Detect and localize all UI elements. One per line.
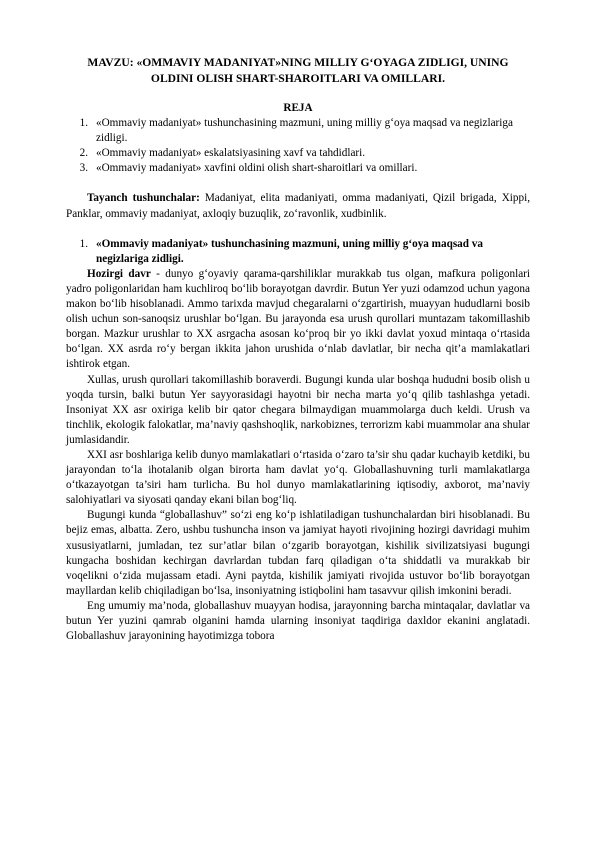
- page-title: MAVZU: «OMMAVIY MADANIYAT»NING MILLIY G‘OYAGA ZIDLIGI, UNING OLDINI OLISH SHART-SHAROITLARI VA OMILLARI.: [87, 56, 509, 85]
- keywords-text: Madaniyat, elita madaniyati, omma madaniyati, Qizil brigada, Xippi, Panklar, ommaviy madaniyat, axloqiy buzuqlik, zo‘ravonlik, xudbinlik.: [66, 192, 530, 220]
- keywords-paragraph: [66, 191, 530, 221]
- plan-item: [66, 116, 530, 146]
- keywords-label: Tayanch tushunchalar:: [87, 192, 200, 205]
- section-list: [66, 237, 530, 267]
- body-paragraph-3: XXI asr boshlariga kelib dunyo mamlakatlari o‘rtasida o‘zaro ta’sir shu qadar kuchayib ketdiki, bu jarayondan to‘la ihotalanib olgan birorta ham davlat yo‘q. Globallashuvning turli mamlakatlarga o‘tkazayotgan ta’siri ham turlicha. Bu hol dunyo mamlakatlarining iqtisodiy, axborot, ma’naviy salohiyatlari va siyosati qanday ekani bilan bog‘liq.: [66, 448, 530, 507]
- spacer: [66, 176, 530, 191]
- plan-list: [66, 116, 530, 176]
- body-paragraph-1: [66, 267, 530, 373]
- plan-heading: REJA: [283, 102, 313, 114]
- plan-item-number: 2.: [79, 147, 88, 160]
- section-number: 1.: [79, 237, 88, 250]
- section-heading-item: [66, 237, 530, 267]
- plan-item-number: 1.: [79, 117, 88, 130]
- section-heading: «Ommaviy madaniyat» tushunchasining mazmuni, uning milliy g‘oya maqsad va negizlariga zidligi.: [96, 237, 483, 265]
- paragraph-text: - dunyo g‘oyaviy qarama-qarshiliklar murakkab tus olgan, mafkura poligonlari yadro poligonlaridan ham kuchliroq bo‘lib borayotgan davrdir. Butun Yer yuzi odamzod uchun yagona makon bo‘lib hisoblanadi. Ammo tarixda mavjud chegaralarni o‘zgartirish, muayyan hududlarni bosib olish uchun son-sanoqsiz urushlar bo‘lgan. Bu jarayonda esa urush qurollari muntazam takomillashib borgan. Mazkur urushlar to XX asrgacha asosan ko‘proq bir yo ikki davlat yoxud mintaqa o‘rtasida bo‘lgan. XX asrda ro‘y bergan ikkita jahon urushida o‘nlab davlatlar, bir necha qit’a mamlakatlari ishtirok etgan.: [66, 267, 530, 371]
- plan-item-number: 3.: [79, 162, 88, 175]
- plan-item-text: «Ommaviy madaniyat» tushunchasining mazmuni, uning milliy g‘oya maqsad va negizlariga zidligi.: [96, 117, 513, 145]
- body-paragraph-4: Bugungi kunda “globallashuv” so‘zi eng ko‘p ishlatiladigan tushunchalardan biri hisoblanadi. Bu bejiz emas, albatta. Zero, ushbu tushuncha inson va jamiyat hayoti rivojining hozirgi davridagi muhim xususiyatlarni, jumladan, tez sur’atlar bilan o‘zgarib borayotgan, kishilik sivilizatsiyasi bugungi kungacha boshidan kechirgan davrlardan tubdan farq qiladigan o‘ta shiddatli va murakkab bir voqelikni o‘zida mujassam etadi. Ayni paytda, kishilik jamiyati rivojida ustuvor bo‘lib borayotgan mayllardan kelib chiqiladigan bo‘lsa, insoniyatning istiqbolini ham tasavvur qilish imkonini beradi.: [66, 509, 530, 597]
- body-paragraph-2: Xullas, urush qurollari takomillashib boraverdi. Bugungi kunda ular boshqa hududni bosib olish u yoqda tursin, balki butun Yer sayyorasidagi hayotni bir necha marta yo‘q qilib tashlashga yetadi. Insoniyat XX asr oxiriga kelib bir qator chegara bilmaydigan muammolarga duch keldi. Urush va tinchlik, ekologik falokatlar, ma’naviy qashshoqlik, narkobiznes, terrorizm kabi muammolar ana shular jumlasidandir.: [66, 373, 530, 446]
- plan-item-text: «Ommaviy madaniyat» xavfini oldini olish shart-sharoitlari va omillari.: [96, 162, 418, 175]
- plan-item: [66, 146, 530, 161]
- plan-item: [66, 161, 530, 176]
- paragraph-lead: Hozirgi davr: [87, 267, 151, 280]
- plan-item-text: «Ommaviy madaniyat» eskalatsiyasining xavf va tahdidlari.: [96, 147, 366, 160]
- body-paragraph-5: Eng umumiy ma’noda, globallashuv muayyan hodisa, jarayonning barcha mintaqalar, davlatlar va butun Yer yuzini qamrab olganini hamda ularning insoniyat taqdiriga daxldor ekanini anglatadi. Globallashuv jarayonining hayotimizga tobora: [66, 599, 530, 643]
